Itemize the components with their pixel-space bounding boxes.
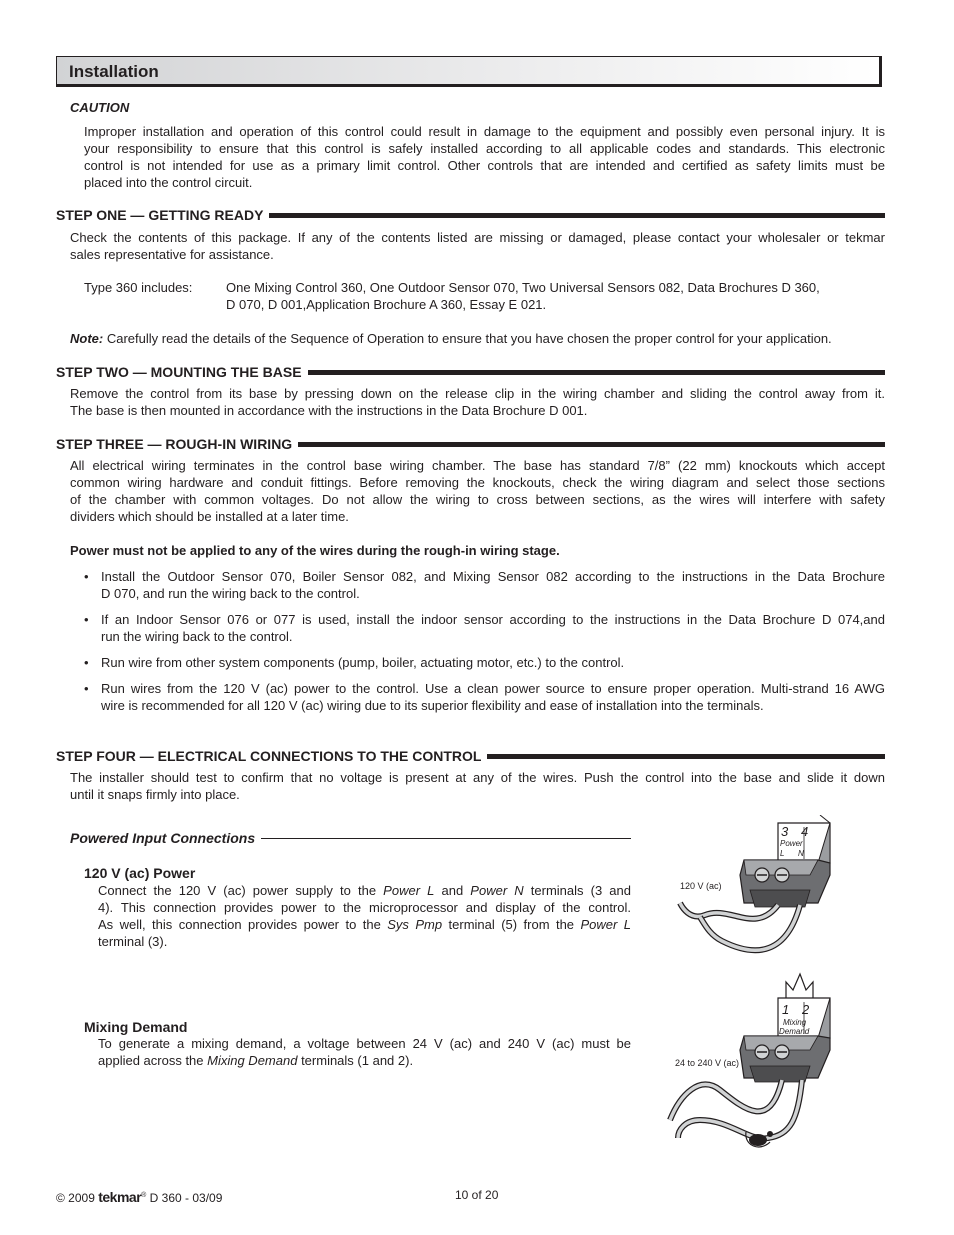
terminal-sub: N	[798, 849, 804, 858]
section-title: Installation	[69, 62, 159, 81]
bullet-marker: •	[84, 612, 89, 627]
step-one-heading: STEP ONE — GETTING READY	[56, 207, 885, 224]
heading-rule	[298, 442, 885, 447]
heading-rule	[487, 754, 885, 759]
step-three-heading: STEP THREE — ROUGH-IN WIRING	[56, 436, 885, 453]
power-120-text: Connect the 120 V (ac) power supply to the Power L and Power N terminals (3 and 4). This connection provides power to the microprocessor and display of the control. As well, this connection provides power to the Sys Pmp terminal (5) from the Power L terminal (3).	[98, 883, 631, 949]
terminal-sub: L	[780, 849, 785, 858]
terminal-base	[750, 890, 810, 907]
step-three-text: All electrical wiring terminates in the control base wiring chamber. The base has standard 7/8” (22 mm) knockouts which accept common wiring hardware and conduit fittings. Before removing the knockouts, check the wiring diagram and select those sections of the chamber with common voltages. Do not allow the wiring to cross between sections, as the wires will interfere with safety dividers which should be installed at a later time.	[70, 458, 885, 524]
step-four-heading: STEP FOUR — ELECTRICAL CONNECTIONS TO THE CONTROL	[56, 748, 885, 765]
note-text: Note: Carefully read the details of the Sequence of Operation to ensure that you have chosen the proper control for your application.	[70, 331, 832, 346]
tekmar-logo: tekmar	[98, 1189, 142, 1205]
terminal-number: 1	[782, 1002, 790, 1017]
wire	[670, 1080, 782, 1120]
caution-label: CAUTION	[70, 100, 130, 115]
page-number: 10 of 20	[455, 1188, 499, 1202]
powered-input-heading: Powered Input Connections	[70, 830, 631, 847]
terminal-name: Mixing	[783, 1018, 807, 1027]
bullet-marker: •	[84, 569, 89, 584]
heading-rule	[261, 838, 631, 839]
caution-text: Improper installation and operation of this control could result in damage to the equipment and possibly even personal injury. It is your responsibility to ensure that this control is safely installed according to all applicable codes and standards. This electronic control is not intended for use as a primary limit control. Other controls that are intended and certified as safety limits must be placed into the control circuit.	[84, 124, 885, 190]
step-two-text: Remove the control from its base by pressing down on the release clip in the wiring chamber and sliding the control away from it. The base is then mounted in accordance with the instructions in the Data Brochure D 001.	[70, 386, 885, 418]
wire-splice-icon	[749, 1134, 767, 1146]
rough-in-warning: Power must not be applied to any of the wires during the rough-in wiring stage.	[70, 543, 560, 558]
heading-rule	[308, 370, 885, 375]
fig-voltage-label: 24 to 240 V (ac)	[675, 1058, 740, 1068]
mixing-demand-heading: Mixing Demand	[84, 1019, 188, 1035]
includes-label: Type 360 includes:	[84, 280, 193, 295]
mixing-demand-text: To generate a mixing demand, a voltage between 24 V (ac) and 240 V (ac) must be applied across the Mixing Demand terminals (1 and 2).	[98, 1036, 631, 1068]
bullet-item: If an Indoor Sensor 076 or 077 is used, install the indoor sensor according to the instructions in the Data Brochure D 074,and run the wiring back to the control.	[101, 612, 885, 644]
terminal-name: Demand	[779, 1027, 810, 1036]
step-four-text: The installer should test to confirm that no voltage is present at any of the wires. Push the control into the base and slide it down until it snaps firmly into place.	[70, 770, 885, 802]
step-one-text: Check the contents of this package. If any of the contents listed are missing or damaged, please contact your wholesaler or tekmar sales representative for assistance.	[70, 230, 885, 262]
fig-voltage-label: 120 V (ac)	[680, 881, 722, 891]
voltage-symbol-icon	[786, 974, 813, 998]
bullet-marker: •	[84, 681, 89, 696]
step-two-heading: STEP TWO — MOUNTING THE BASE	[56, 364, 885, 381]
terminal-number: 4	[801, 824, 809, 839]
power-120-heading: 120 V (ac) Power	[84, 865, 196, 881]
terminal-number: 3	[781, 824, 789, 839]
footer-left: © 2009 tekmar® D 360 - 03/09	[56, 1189, 223, 1205]
bullet-item: Run wire from other system components (pump, boiler, actuating motor, etc.) to the control.	[101, 655, 625, 670]
bullet-item: Run wires from the 120 V (ac) power to the control. Use a clean power source to ensure proper operation. Multi-strand 16 AWG wire is recommended for all 120 V (ac) wiring due to its superior flexibility and ease of installation into the terminals.	[101, 681, 885, 713]
bullet-marker: •	[84, 655, 89, 670]
heading-rule	[269, 213, 885, 218]
section-banner	[56, 56, 882, 87]
terminal-number: 2	[802, 1002, 810, 1017]
bullet-item: Install the Outdoor Sensor 070, Boiler Sensor 082, and Mixing Sensor 082 according to the instructions in the Data Brochure D 070, and run the wiring back to the control.	[101, 569, 885, 601]
includes-text: One Mixing Control 360, One Outdoor Sensor 070, Two Universal Sensors 082, Data Brochures D 360, D 070, D 001,Application Brochure A 360, Essay E 021.	[226, 280, 820, 312]
terminal-name: Power	[780, 839, 803, 848]
